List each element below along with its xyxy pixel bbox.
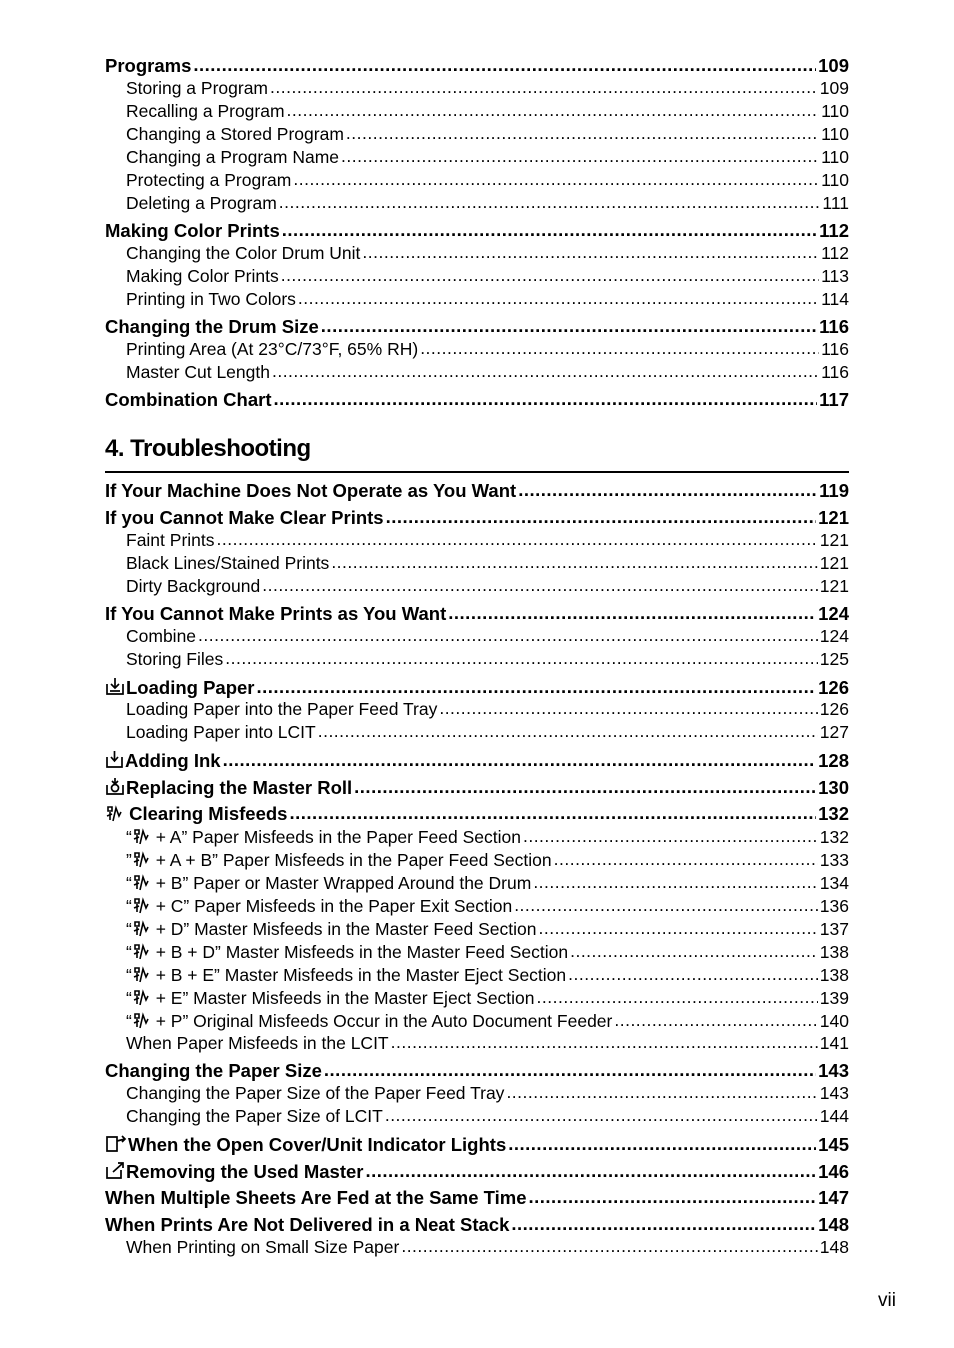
toc-entry-minor [105,871,849,894]
misfeed-icon [133,942,149,960]
toc-entry-page: 138 [819,942,849,962]
toc-entry-text: If Your Machine Does Not Operate as You Want [105,480,517,501]
toc-entry-minor [105,986,849,1009]
toc-entry-major [105,1159,849,1182]
quote-mark: “ [126,965,132,985]
toc-entry-text: Printing Area (At 23°C/73°F, 65% RH) [126,339,419,359]
toc-entry-minor [105,77,849,100]
toc-entry-text: If you Cannot Make Clear Prints [105,507,384,528]
toc-entry-text: Black Lines/Stained Prints [126,553,330,573]
toc-entry-page: 112 [819,220,849,241]
toc-entry-minor [105,917,849,940]
toc-entry-page: 145 [818,1134,849,1155]
quote-mark: “ [126,1011,132,1031]
toc-entry-page: 121 [818,507,849,528]
toc-entry-minor [105,940,849,963]
toc-entry-major [105,802,849,825]
dot-leader [318,720,818,743]
toc-entry-page: 125 [819,649,849,669]
toc-entry-text: Clearing Misfeeds [124,803,288,824]
toc-entry-minor [105,1105,849,1128]
toc-entry-text: Combination Chart [105,389,272,410]
toc-entry-text: Changing a Stored Program [126,124,344,144]
toc-entry-title [105,1059,322,1082]
toc-entry-page: 140 [819,1011,849,1031]
toc-entry-title [126,1105,383,1128]
dot-leader [362,241,819,264]
toc-entry-page: 144 [819,1106,849,1126]
toc-entry-text: Faint Prints [126,530,215,550]
toc-entry-minor [105,575,849,598]
toc-entry-text: Changing the Color Drum Unit [126,243,361,263]
dot-leader [614,1009,817,1032]
toc-entry-text: Changing the Paper Size [105,1060,322,1081]
toc-entry-title [126,146,339,169]
toc-entry-page: 146 [818,1161,849,1182]
dot-leader [537,986,818,1009]
toc-entry-text: Changing the Drum Size [105,316,319,337]
toc-entry-title [126,1236,399,1259]
toc-top-list [105,54,849,411]
quote-mark: “ [126,988,132,1008]
dot-leader [528,1185,816,1208]
toc-entry-page: 110 [821,101,849,121]
toc-entry-title [126,169,291,192]
toc-entry-title [126,552,329,575]
toc-entry-page: 124 [818,603,849,624]
dot-leader [448,601,816,624]
toc-entry-title [105,748,221,772]
toc-entry-title [105,1186,526,1209]
page-number: vii [878,1290,896,1311]
dot-leader [439,697,817,720]
dot-leader [420,337,819,360]
toc-entry-page: 136 [819,896,849,916]
dot-leader [279,191,821,214]
toc-entry-title [105,675,255,699]
misfeed-icon [106,804,122,822]
dot-leader [568,963,818,986]
toc-entry-minor [105,361,849,384]
toc-entry-page: 116 [821,362,849,382]
toc-entry-major [105,219,849,242]
toc-entry-minor [105,894,849,917]
toc-entry-page: 113 [821,266,849,286]
misfeed-icon [133,896,149,914]
misfeed-icon [133,1011,149,1029]
toc-entry-text: Programs [105,55,192,76]
toc-entry-page: 116 [819,316,849,337]
toc-entry-title [105,388,272,411]
dot-leader [217,528,818,551]
toc-entry-title [105,54,191,77]
toc-entry-page: 111 [822,193,849,213]
toc-entry-text: + D” Master Misfeeds in the Master Feed Section [150,919,537,939]
toc-entry-minor [105,288,849,311]
toc-entry-page: 109 [819,78,849,98]
dot-leader [282,218,817,241]
misfeed-icon [133,988,149,1006]
toc-entry-page: 137 [819,919,849,939]
toc-entry-text: Loading Paper into the Paper Feed Tray [126,699,438,719]
toc-entry-title [105,1213,509,1236]
toc-entry-page: 124 [819,626,849,646]
toc-entry-title [126,1082,504,1105]
toc-entry-minor [105,123,849,146]
toc-entry-minor [105,648,849,671]
dot-leader [346,122,819,145]
misfeed-icon [133,965,149,983]
toc-entry-page: 139 [819,988,849,1008]
toc-entry-page: 134 [819,873,849,893]
dot-leader [274,387,818,410]
dot-leader [518,478,817,501]
dot-leader [508,1132,816,1155]
quote-mark: “ [126,942,132,962]
toc-entry-title [126,1009,612,1033]
toc-entry-page: 143 [819,1083,849,1103]
toc-entry-title [105,802,287,825]
dot-leader [386,505,817,528]
toc-entry-text: Changing the Paper Size of LCIT [126,1106,383,1126]
toc-entry-title [126,625,196,648]
toc-entry-page: 147 [818,1187,849,1208]
toc-entry-page: 133 [819,850,849,870]
toc-entry-minor [105,825,849,848]
toc-entry-title [126,648,223,671]
toc-entry-page: 121 [819,576,849,596]
toc-entry-page: 121 [819,530,849,550]
toc-entry-minor [105,1082,849,1105]
toc-entry-minor [105,146,849,169]
toc-entry-page: 117 [819,389,849,410]
toc-entry-title [126,963,566,987]
quote-mark: “ [126,896,132,916]
toc-entry-title [126,338,418,361]
toc-entry-major [105,1186,849,1209]
toc-entry-text: Changing a Program Name [126,147,340,167]
toc-entry-major [105,675,849,698]
toc-entry-text: Master Cut Length [126,362,270,382]
toc-entry-title [126,192,277,215]
load-paper-icon [105,677,125,696]
misfeed-icon [133,827,149,845]
dot-leader [321,314,817,337]
toc-entry-major [105,54,849,77]
dot-leader [554,848,818,871]
toc-entry-text: Dirty Background [126,576,261,596]
dot-leader [365,1159,816,1182]
toc-entry-page: 121 [819,553,849,573]
toc-entry-minor [105,169,849,192]
toc-entry-major [105,1213,849,1236]
toc-entry-page: 112 [821,243,849,263]
toc-entry-text: Loading Paper into LCIT [126,722,316,742]
toc-entry-page: 114 [821,289,849,309]
toc-entry-title [126,825,521,849]
toc-entry-page: 132 [819,827,849,847]
toc-entry-text: Combine [126,626,197,646]
toc-entry-minor [105,1009,849,1032]
toc-entry-page: 148 [818,1214,849,1235]
toc-entry-title [126,721,316,744]
quote-mark: “ [126,873,132,893]
dot-leader [514,894,818,917]
dot-leader [538,917,817,940]
toc-entry-minor [105,848,849,871]
toc-entry-text: + C” Paper Misfeeds in the Paper Exit Section [150,896,513,916]
toc-entry-page: 132 [818,803,849,824]
toc-entry-title [126,698,437,721]
toc-entry-page: 110 [821,147,849,167]
toc-entry-title [105,219,280,242]
toc-entry-title [126,917,536,941]
dot-leader [570,940,818,963]
dot-leader [506,1081,817,1104]
dot-leader [293,168,819,191]
toc-entry-title [126,848,552,872]
add-ink-icon [105,750,124,769]
toc-entry-text: Making Color Prints [105,220,280,241]
toc-entry-minor [105,338,849,361]
toc-entry-title [126,894,512,918]
toc-entry-page: 143 [818,1060,849,1081]
toc-entry-text: + E” Master Misfeeds in the Master Eject Section [150,988,535,1008]
toc-entry-minor [105,721,849,744]
toc-entry-minor [105,192,849,215]
toc-entry-page: 110 [821,170,849,190]
toc-entry-major [105,1132,849,1155]
toc-entry-page: 110 [821,124,849,144]
toc-entry-title [126,123,344,146]
toc-entry-title [105,775,352,799]
misfeed-icon [133,850,149,868]
toc-entry-page: 126 [818,677,849,698]
toc-entry-title [126,529,215,552]
toc-entry-text: + A” Paper Misfeeds in the Paper Feed Section [150,827,521,847]
used-master-icon [105,1161,125,1180]
toc-entry-minor [105,552,849,575]
toc-entry-minor [105,1032,849,1055]
toc-entry-minor [105,529,849,552]
toc-entry-minor [105,100,849,123]
toc-entry-text: Storing Files [126,649,224,669]
toc-entry-minor [105,963,849,986]
toc-entry-page: 130 [818,777,849,798]
dot-leader [385,1104,818,1127]
toc-entry-page: 148 [819,1237,849,1257]
toc-entry-text: Printing in Two Colors [126,289,296,309]
toc-entry-major [105,602,849,625]
toc-entry-major [105,479,849,502]
toc-entry-title [126,940,568,964]
toc-entry-title [126,265,279,288]
toc-entry-major [105,388,849,411]
toc-entry-text: Loading Paper [126,677,255,698]
toc-entry-title [126,242,360,265]
toc-entry-page: 116 [821,339,849,359]
toc-entry-text: When Prints Are Not Delivered in a Neat Stack [105,1214,510,1235]
toc-entry-text: When Paper Misfeeds in the LCIT [126,1033,389,1053]
dot-leader [511,1212,816,1235]
toc-entry-text: When Printing on Small Size Paper [126,1237,400,1257]
toc-entry-page: 126 [819,699,849,719]
toc-troubleshooting-list [105,479,849,1259]
toc-entry-title [126,361,270,384]
toc-entry-major [105,315,849,338]
section-divider [105,471,849,473]
dot-leader [225,647,818,670]
dot-leader [223,748,817,771]
toc-entry-title [105,1159,363,1183]
toc-entry-title [105,479,516,502]
dot-leader [272,360,819,383]
toc-entry-title [126,288,296,311]
dot-leader [270,76,818,99]
toc-entry-title [126,986,535,1010]
toc-entry-title [105,315,319,338]
dot-leader [533,871,817,894]
toc-entry-text: + B” Paper or Master Wrapped Around the Drum [150,873,532,893]
toc-entry-text: When Multiple Sheets Are Fed at the Same Time [105,1187,527,1208]
quote-mark: “ [126,827,132,847]
open-cover-icon [105,1134,127,1153]
dot-leader [341,145,819,168]
toc-entry-text: When the Open Cover/Unit Indicator Lights [128,1134,507,1155]
dot-leader [287,99,820,122]
toc-entry-title [126,77,268,100]
toc-entry-minor [105,698,849,721]
dot-leader [324,1058,816,1081]
toc-entry-major [105,748,849,771]
dot-leader [298,287,819,310]
toc-entry-title [126,575,260,598]
quote-mark: “ [126,919,132,939]
toc-entry-text: Changing the Paper Size of the Paper Feed Tray [126,1083,505,1103]
toc-entry-minor [105,242,849,265]
toc-entry-text: Deleting a Program [126,193,277,213]
toc-entry-text: + B + E” Master Misfeeds in the Master Eject Section [150,965,567,985]
toc-entry-minor [105,265,849,288]
dot-leader [281,264,819,287]
dot-leader [262,574,818,597]
dot-leader [193,53,816,76]
toc-entry-title [105,602,446,625]
quote-mark: ” [126,850,132,870]
toc-entry-text: + P” Original Misfeeds Occur in the Auto Document Feeder [150,1011,613,1031]
section-title: 4. Troubleshooting [105,435,311,462]
toc-entry-title [126,1032,389,1055]
dot-leader [401,1235,817,1258]
misfeed-icon [133,873,149,891]
toc-entry-text: Replacing the Master Roll [126,777,353,798]
dot-leader [331,551,817,574]
toc-entry-major [105,775,849,798]
dot-leader [523,825,818,848]
dot-leader [354,775,816,798]
toc-entry-text: Making Color Prints [126,266,279,286]
toc-entry-title [126,871,531,895]
toc-entry-text: Storing a Program [126,78,269,98]
toc-entry-minor [105,625,849,648]
dot-leader [391,1031,818,1054]
toc-entry-page: 141 [819,1033,849,1053]
dot-leader [257,675,817,698]
toc-entry-text: Adding Ink [125,750,221,771]
toc-entry-minor [105,1236,849,1259]
toc-entry-page: 127 [819,722,849,742]
toc-entry-title [126,100,285,123]
toc-entry-title [105,1132,506,1156]
toc-entry-page: 138 [819,965,849,985]
toc-entry-text: + B + D” Master Misfeeds in the Master Feed Section [150,942,569,962]
toc-entry-page: 119 [819,480,849,501]
toc-entry-text: + A + B” Paper Misfeeds in the Paper Feed Section [150,850,552,870]
toc-entry-title [105,506,384,529]
toc-entry-page: 109 [818,55,849,76]
dot-leader [198,624,818,647]
misfeed-icon [133,919,149,937]
master-roll-icon [105,777,125,796]
toc-entry-text: If You Cannot Make Prints as You Want [105,603,447,624]
toc-entry-text: Removing the Used Master [126,1161,364,1182]
toc-entry-page: 128 [818,750,849,771]
toc-entry-major [105,506,849,529]
toc-entry-text: Protecting a Program [126,170,292,190]
dot-leader [289,801,816,824]
toc-entry-major [105,1059,849,1082]
toc-entry-text: Recalling a Program [126,101,285,121]
